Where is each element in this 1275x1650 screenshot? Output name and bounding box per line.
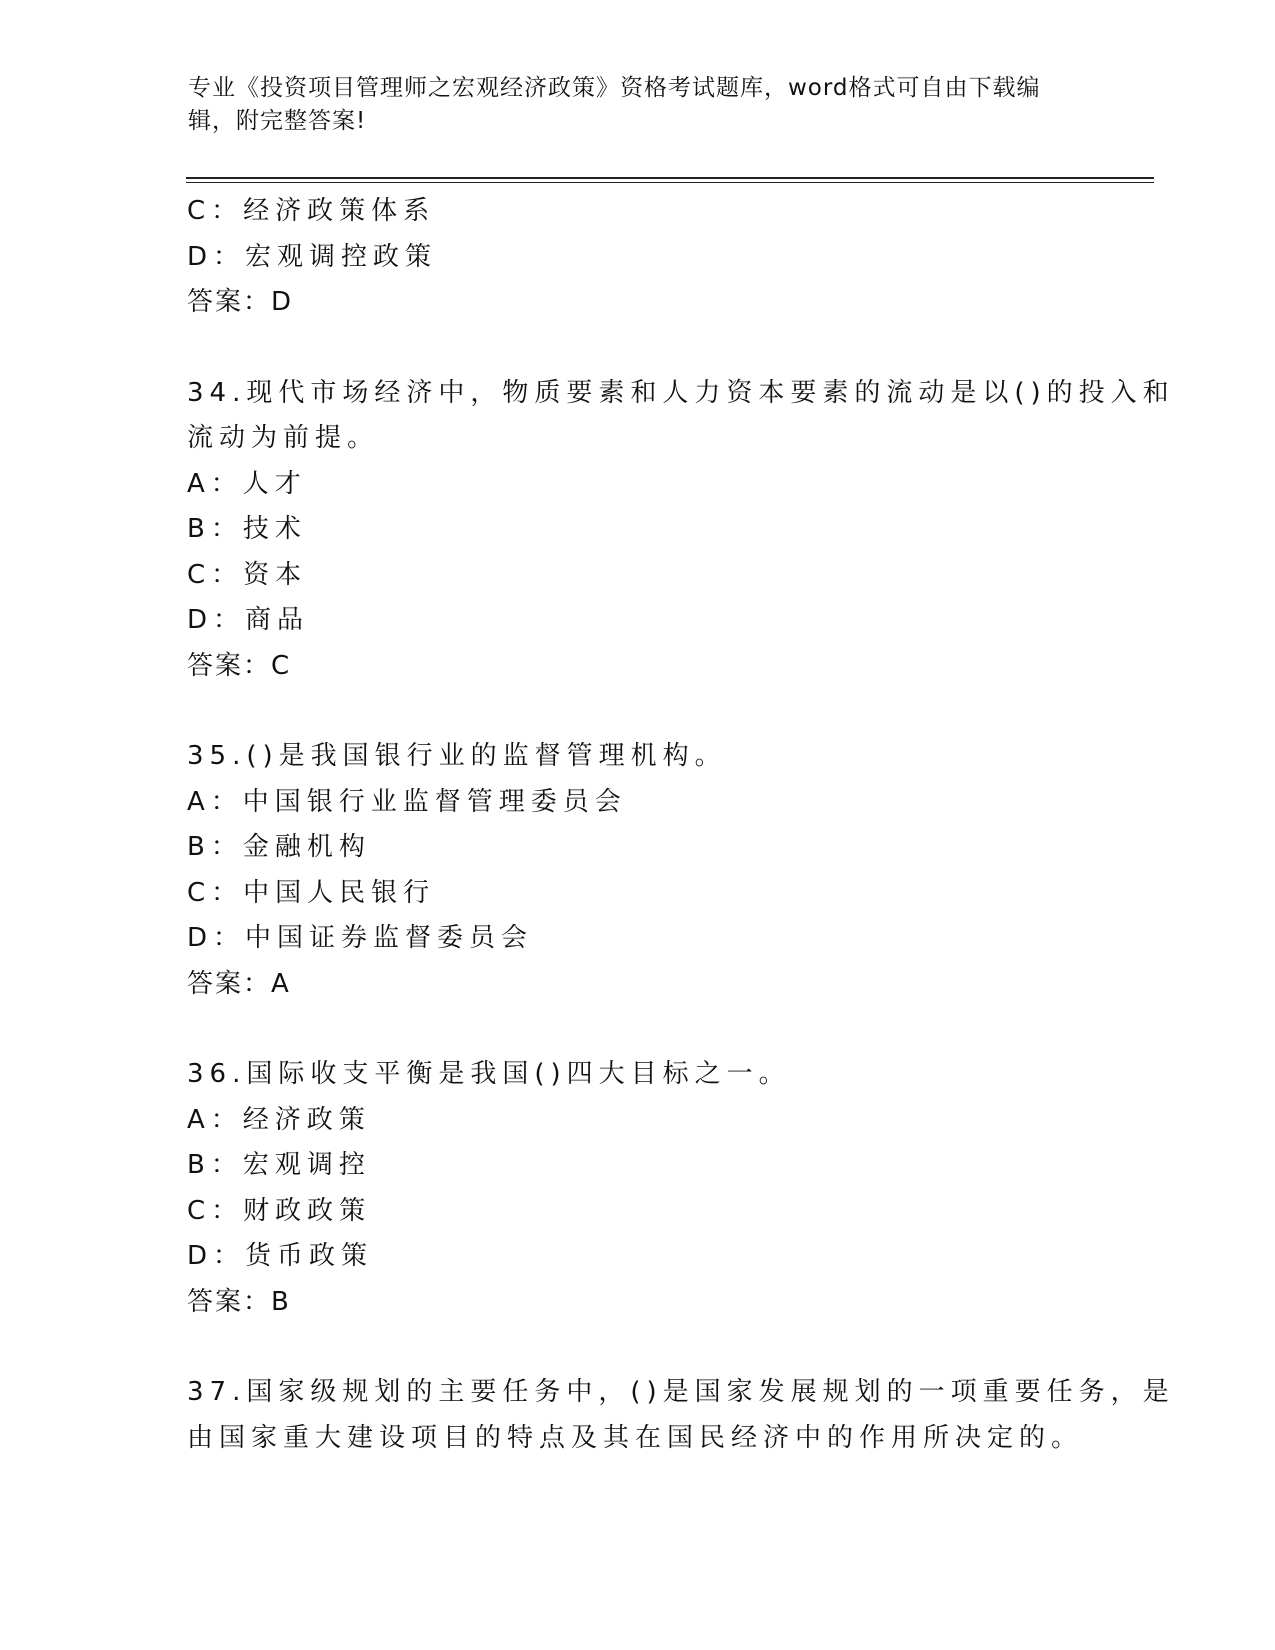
header-line-2: 辑，附完整答案! xyxy=(188,108,367,134)
answer: 答案：B xyxy=(187,1286,291,1317)
option-c: C：财政政策 xyxy=(187,1195,372,1226)
header-divider-thick xyxy=(186,177,1154,179)
header-divider-thin xyxy=(186,182,1154,183)
question-35 xyxy=(187,734,1087,1007)
option-a: A：中国银行业监督管理委员会 xyxy=(187,786,627,817)
option-b: B：金融机构 xyxy=(187,832,371,862)
option-d: D：货币政策 xyxy=(187,1241,374,1271)
option-d: D：中国证券监督委员会 xyxy=(187,923,534,953)
document-header xyxy=(188,72,1068,138)
header-line-1: 专业《投资项目管理师之宏观经济政策》资格考试题库，word格式可自由下载编 xyxy=(188,75,1041,101)
option-b: B：技术 xyxy=(187,514,307,544)
question-stem: 34.现代市场经济中，物质要素和人力资本要素的流动是以()的投入和 xyxy=(187,377,1175,408)
option-d: D：宏观调控政策 xyxy=(187,241,438,272)
option-a: A：人才 xyxy=(187,468,307,499)
option-c: C：资本 xyxy=(187,559,308,590)
question-stem-cont: 流动为前提。 xyxy=(187,423,380,453)
answer: 答案：C xyxy=(187,650,292,681)
answer: 答案：D xyxy=(187,287,294,317)
question-stem: 36.国际收支平衡是我国()四大目标之一。 xyxy=(187,1059,791,1089)
option-c: C：中国人民银行 xyxy=(187,877,436,908)
option-a: A：经济政策 xyxy=(187,1104,371,1135)
option-b: B：宏观调控 xyxy=(187,1150,371,1180)
question-37 xyxy=(187,1370,1175,1461)
option-d: D：商品 xyxy=(187,605,310,635)
question-stem-cont: 由国家重大建设项目的特点及其在国民经济中的作用所决定的。 xyxy=(187,1422,1084,1453)
question-stem: 35.()是我国银行业的监督管理机构。 xyxy=(187,741,727,771)
question-36 xyxy=(187,1052,1087,1325)
option-c: C：经济政策体系 xyxy=(187,196,436,226)
question-34 xyxy=(187,371,1175,690)
question-stem: 37.国家级规划的主要任务中，()是国家发展规划的一项重要任务，是 xyxy=(187,1377,1175,1407)
question-list xyxy=(187,189,1175,1461)
question-33 xyxy=(187,189,1087,326)
answer: 答案：A xyxy=(187,968,291,999)
